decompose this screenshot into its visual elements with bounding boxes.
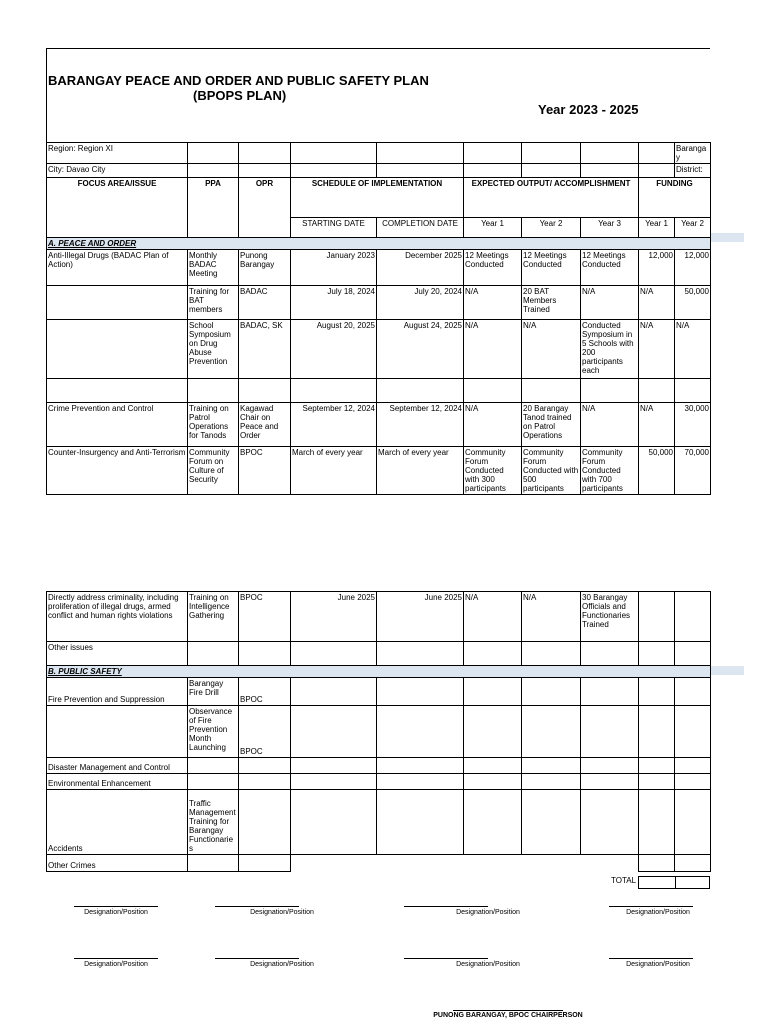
page-frame-left: [46, 48, 47, 142]
page-title: [48, 73, 468, 103]
signature-designation: Designation/Position: [456, 961, 520, 968]
table-row: Accidents Traffic Management Training for Barangay Functionaries: [47, 790, 711, 855]
header-funding: FUNDING: [639, 178, 711, 218]
total-funding-year2: [674, 876, 710, 889]
bpops-table-upper: [46, 142, 711, 495]
signature-designation: Designation/Position: [84, 961, 148, 968]
section-band-safety: [710, 666, 744, 675]
header-funding-year2: Year 2: [675, 218, 711, 238]
signature-line: [74, 958, 158, 959]
table-row: Other Crimes: [47, 855, 711, 872]
header-funding-year1: Year 1: [639, 218, 675, 238]
chairperson-signature-line: [453, 1010, 563, 1011]
header-start: STARTING DATE: [291, 218, 377, 238]
table-row: Anti-Illegal Drugs (BADAC Plan of Action) Monthly BADAC Meeting Punong Barangay January 2023 December 2025 12 Meetings Conducted 12 Meetings Conducted 12 Meetings Conducted 12,000 12,000: [47, 250, 711, 286]
section-peace-and-order: A. PEACE AND ORDER: [47, 238, 711, 250]
signature-line: [404, 906, 488, 907]
table-row: Observance of Fire Prevention Month Launching BPOC: [47, 706, 711, 758]
signature-line: [609, 906, 693, 907]
signature-line: [215, 906, 299, 907]
bpops-table-lower: [46, 591, 711, 872]
signature-designation: Designation/Position: [250, 961, 314, 968]
table-row: [47, 379, 711, 403]
city-cell: City: Davao City: [47, 164, 188, 178]
total-funding-year1: [638, 876, 676, 889]
header-year3: Year 3: [581, 218, 639, 238]
signature-designation: Designation/Position: [456, 909, 520, 916]
region-cell: Region: Region XI: [47, 143, 188, 164]
header-schedule: SCHEDULE OF IMPLEMENTATION: [291, 178, 464, 218]
signature-line: [215, 958, 299, 959]
section-public-safety: B. PUBLIC SAFETY: [47, 666, 711, 678]
signature-designation: Designation/Position: [250, 909, 314, 916]
title-line-2: (BPOPS PLAN): [193, 88, 287, 103]
signature-designation: Designation/Position: [626, 961, 690, 968]
signature-line: [404, 958, 488, 959]
header-expected: EXPECTED OUTPUT/ ACCOMPLISHMENT: [464, 178, 639, 218]
plan-year: Year 2023 - 2025: [538, 102, 639, 117]
table-row: Environmental Enhancement: [47, 774, 711, 790]
signature-line: [609, 958, 693, 959]
header-year2: Year 2: [522, 218, 581, 238]
header-completion: COMPLETION DATE: [377, 218, 464, 238]
signature-designation: Designation/Position: [84, 909, 148, 916]
table-row: Directly address criminality, including proliferation of illegal drugs, armed conflict and human rights violations Training on Intelligence Gathering BPOC June 2025 June 2025 N/A N/A 30 Barangay Officials and Functionaries Trained: [47, 592, 711, 642]
table-row: Counter-Insurgency and Anti-Terrorism Community Forum on Culture of Security BPOC March of every year March of every year Community Forum Conducted with 300 participants Community Forum Conducted with 500 participants Community Forum Conducted with 700 participants 50,000 70,000: [48, 448, 709, 493]
table-row: Crime Prevention and Control Training on Patrol Operations for Tanods Kagawad Chair on Peace and Order September 12, 2024 September 12, 2024 N/A 20 Barangay Tanod trained on Patrol Operations N/A N/A 30,000: [47, 403, 711, 447]
section-band-peace: [710, 233, 744, 242]
header-year1: Year 1: [464, 218, 522, 238]
table-row: Disaster Management and Control: [47, 758, 711, 774]
signature-line: [74, 906, 158, 907]
header-focus: FOCUS AREA/ISSUE: [47, 178, 188, 238]
title-line-1: BARANGAY PEACE AND ORDER AND PUBLIC SAFETY PLAN: [48, 73, 429, 88]
header-opr: OPR: [239, 178, 291, 238]
district-label: District:: [675, 164, 711, 178]
table-row: Fire Prevention and Suppression Barangay Fire Drill BPOC: [47, 678, 711, 706]
table-row: Training for BAT members BADAC July 18, 2024 July 20, 2024 N/A 20 BAT Members Trained N/A N/A 50,000: [47, 286, 711, 320]
header-ppa: PPA: [188, 178, 239, 238]
table-row: Other issues: [47, 642, 711, 666]
signature-designation: Designation/Position: [626, 909, 690, 916]
table-row: School Symposium on Drug Abuse Prevention BADAC, SK August 20, 2025 August 24, 2025 N/A N/A Conducted Symposium in 5 Schools with 200 participants each N/A N/A: [47, 320, 711, 379]
total-label: TOTAL: [611, 876, 637, 885]
chairperson-label: PUNONG BARANGAY, BPOC CHAIRPERSON: [433, 1012, 583, 1019]
page-frame-top: [46, 48, 710, 49]
barangay-label: Barangay: [675, 143, 711, 164]
